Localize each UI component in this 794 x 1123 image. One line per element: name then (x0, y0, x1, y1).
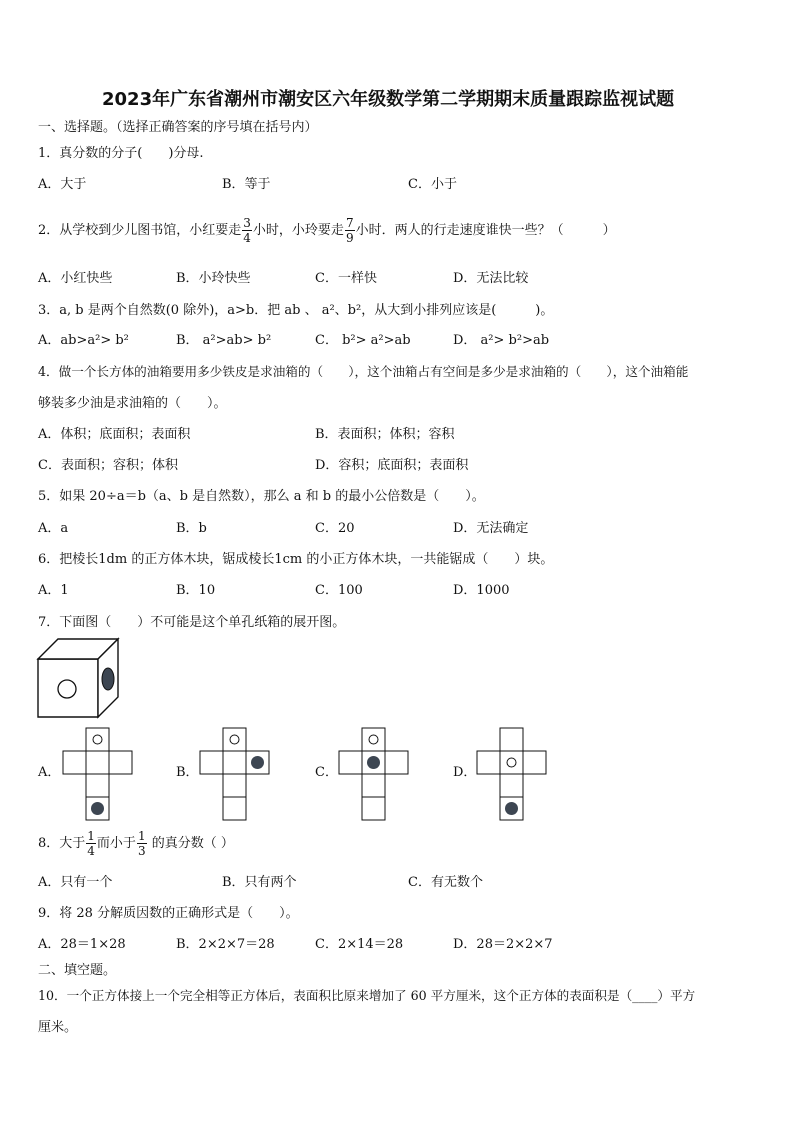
q5-option-b: B．b (176, 521, 207, 536)
q9-stem: 9．将 28 分解质因数的正确形式是（ ）。 (38, 906, 299, 921)
q7-option-b: B． (176, 765, 199, 780)
q7-option-a: A． (38, 765, 61, 780)
page-title: 2023年广东省潮州市潮安区六年级数学第二学期期末质量跟踪监视试题 (102, 89, 675, 110)
section-heading-choice: 一、选择题。（选择正确答案的序号填在括号内） (38, 120, 318, 135)
q1-option-b: B．等于 (222, 177, 271, 192)
q1-option-a: A．大于 (38, 177, 87, 192)
q8-stem: 8．大于 $\frac{1}{4}$ 而小于 $\frac{1}{3}$ 的真分数（ ） (38, 829, 234, 858)
q3-option-c: C． b²> a²>ab (315, 333, 411, 348)
q4-option-b: B．表面积；体积；容积 (315, 427, 455, 442)
q2-stem: 2．从学校到少儿图书馆，小红要走 $\frac{3}{4}$ 小时，小玲要走 $\frac{7}{9}$ 小时．两人的行走速度谁快一些？（ ） (38, 216, 616, 245)
box-with-hole-figure (36, 637, 122, 721)
net-b-figure (199, 724, 271, 821)
q7-option-d: D． (453, 765, 477, 780)
net-d-figure (476, 724, 548, 821)
q6-option-a: A．1 (38, 583, 69, 598)
q6-option-b: B．10 (176, 583, 216, 598)
net-a-figure (62, 727, 134, 821)
fraction-1-4: $\frac{1}{4}$ (87, 829, 95, 858)
q2-option-c: C．一样快 (315, 271, 377, 286)
q6-option-d: D．1000 (453, 583, 510, 598)
q4-stem-line1: 4．做一个长方体的油箱要用多少铁皮是求油箱的（ ），这个油箱占有空间是多少是求油箱的（ ），这个油箱能 (38, 364, 689, 379)
q6-option-c: C．100 (315, 583, 363, 598)
q5-option-c: C．20 (315, 521, 355, 536)
fraction-7-9: $\frac{7}{9}$ (345, 216, 354, 245)
q5-stem: 5．如果 20÷a＝b（a、b 是自然数），那么 a 和 b 的最小公倍数是（ ）。 (38, 489, 485, 504)
q5-option-a: A．a (38, 521, 69, 536)
q8-option-b: B．只有两个 (222, 875, 297, 890)
q4-option-c: C．表面积；容积；体积 (38, 458, 178, 473)
q4-stem-line2: 够装多少油是求油箱的（ ）。 (38, 396, 227, 411)
q6-stem: 6．把棱长1dm 的正方体木块，锯成棱长1cm 的小正方体木块，一共能锯成（ ）块。 (38, 552, 554, 567)
net-c-figure (338, 724, 410, 821)
q5-option-d: D．无法确定 (453, 521, 529, 536)
q7-stem: 7．下面图（ ）不可能是这个单孔纸箱的展开图。 (38, 615, 346, 630)
q4-option-a: A．体积；底面积；表面积 (38, 427, 191, 442)
q1-stem: 1．真分数的分子( )分母. (38, 146, 204, 161)
q8-option-a: A．只有一个 (38, 875, 113, 890)
fraction-1-3: $\frac{1}{3}$ (137, 829, 146, 858)
q3-option-b: B． a²>ab> b² (176, 333, 272, 348)
q9-option-d: D．28＝2×2×7 (453, 937, 553, 952)
q9-option-a: A．28＝1×28 (38, 937, 126, 952)
q1-option-c: C．小于 (408, 177, 457, 192)
q2-option-d: D．无法比较 (453, 271, 529, 286)
q9-option-b: B．2×2×7＝28 (176, 937, 275, 952)
q10-stem-line1: 10．一个正方体接上一个完全相等正方体后，表面积比原来增加了 60 平方厘米，这个正方体的表面积是（____）平方 (38, 988, 696, 1003)
q10-stem-line2: 厘米。 (38, 1020, 78, 1035)
q9-option-c: C．2×14＝28 (315, 937, 404, 952)
q3-option-d: D． a²> b²>ab (453, 333, 550, 348)
section-heading-fill: 二、填空题。 (38, 963, 117, 978)
q2-option-a: A．小红快些 (38, 271, 113, 286)
q8-option-c: C．有无数个 (408, 875, 483, 890)
q2-option-b: B．小玲快些 (176, 271, 251, 286)
q3-stem: 3．a, b 是两个自然数(0 除外)，a>b．把 ab 、 a²、b²，从大到小排列应该是( )。 (38, 303, 554, 318)
q3-option-a: A．ab>a²> b² (38, 333, 129, 348)
q4-option-d: D．容积；底面积；表面积 (315, 458, 469, 473)
fraction-3-4: $\frac{3}{4}$ (243, 216, 251, 245)
q7-option-c: C． (315, 765, 338, 780)
